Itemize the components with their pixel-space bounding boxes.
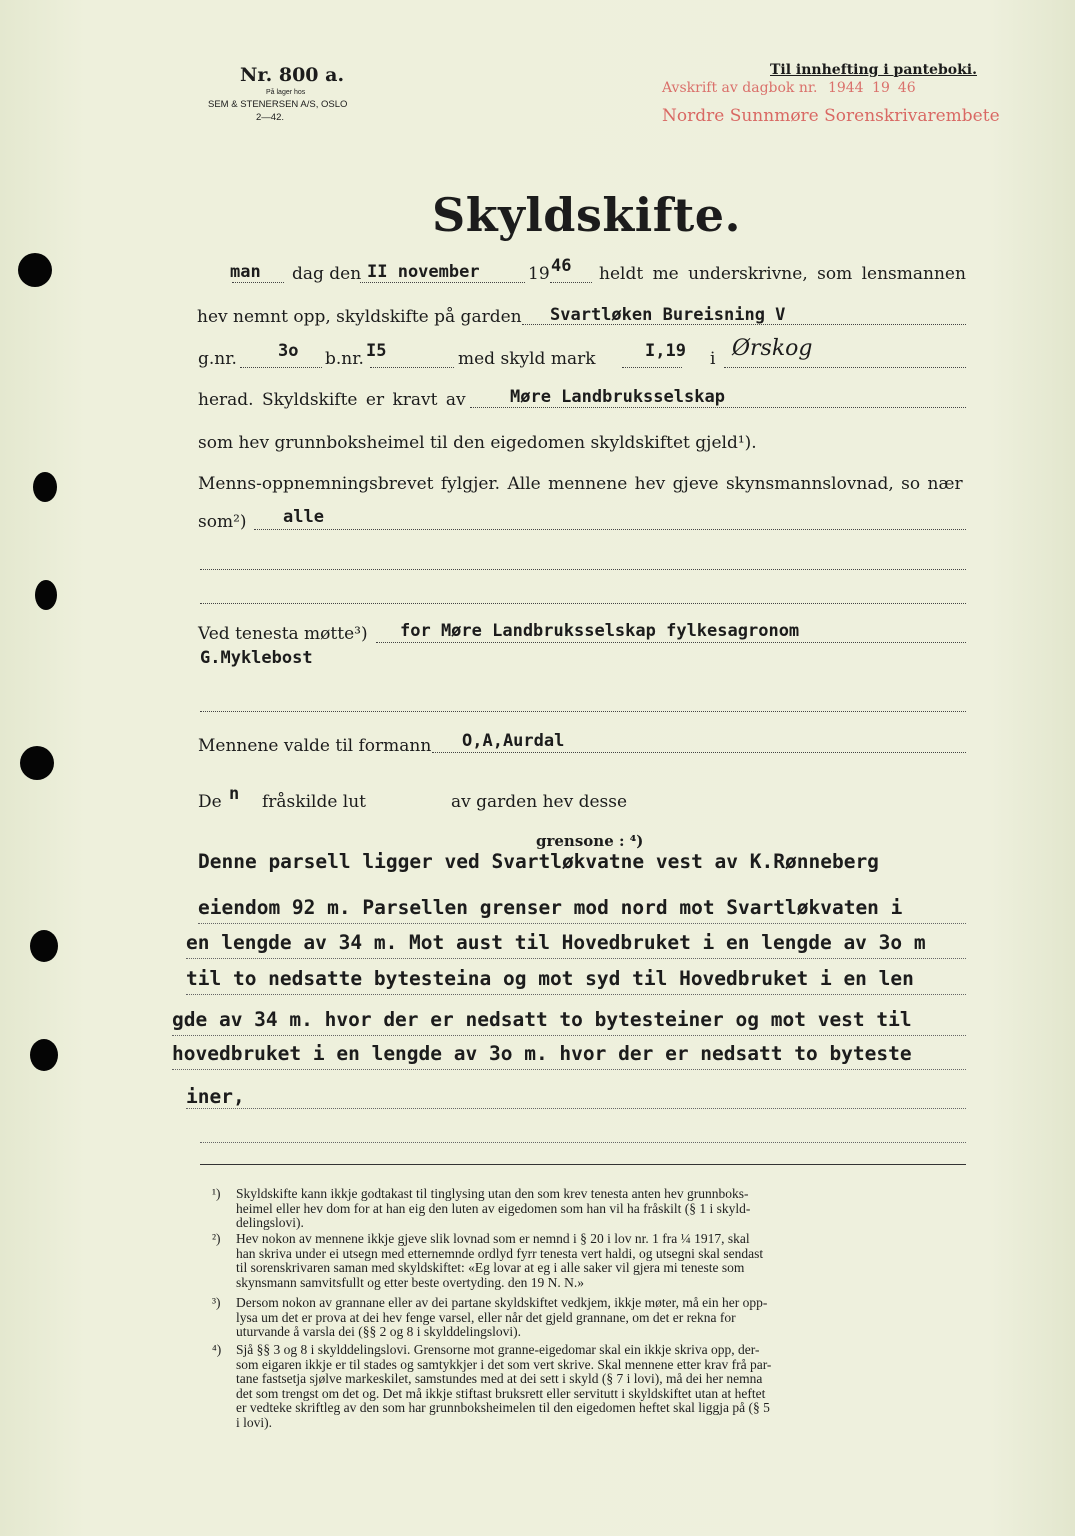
- herad-handwritten: Ørskog: [732, 336, 813, 361]
- fraskilde-label: fråskilde lut: [262, 792, 367, 812]
- footnote-number: ⁴): [212, 1342, 222, 1357]
- footnote-3: [212, 1295, 768, 1340]
- formann-value: O,A,Aurdal: [462, 731, 565, 751]
- boundary-line: iner,: [186, 1085, 245, 1108]
- i-label: i: [710, 349, 716, 369]
- date-typed: II november: [367, 262, 480, 282]
- footnote-2: [212, 1231, 764, 1290]
- boundary-line: gde av 34 m. hvor der er nedsatt to bytesteiner og mot vest til: [172, 1008, 912, 1031]
- tenesta-label: Ved tenesta møtte³): [198, 624, 368, 644]
- de-label: De: [198, 792, 222, 812]
- line7-label: som²): [198, 512, 247, 532]
- footnote-4: [212, 1342, 772, 1431]
- gnr-value: 3o: [278, 341, 299, 361]
- footnote-number: ³): [212, 1295, 221, 1310]
- bnr-label: b.nr.: [325, 349, 364, 369]
- fill-line: [198, 923, 966, 924]
- av-garden-label: av garden hev desse: [451, 792, 628, 812]
- boundary-line: en lengde av 34 m. Mot aust til Hovedbruket i en lengde av 3o m: [186, 931, 926, 954]
- footnote-line: Skyldskifte kann ikkje godtakast til tinglysing utan den som krev tenesta anten hev grunnboks-: [236, 1186, 749, 1201]
- line5-text: som hev grunnboksheimel til den eigedomen skyldskiftet gjeld¹).: [198, 433, 757, 453]
- day-typed: man: [230, 262, 261, 282]
- footnote-line: heimel eller hev dom for at han eig den luten av eigedomen som han vil ha fråskilt (§ 1 i skyld-: [236, 1200, 751, 1216]
- binder-hole: [35, 580, 57, 610]
- binder-hole: [18, 253, 52, 287]
- stamp-year-prefix: 19: [872, 80, 890, 96]
- requested-by: Møre Landbruksselskap: [510, 387, 725, 407]
- binder-hole: [30, 1039, 58, 1071]
- top-right-label: Til innhefting i panteboki.: [770, 62, 977, 78]
- tenesta-value-2: G.Myklebost: [200, 648, 313, 668]
- fill-line: [254, 529, 966, 530]
- footnote-number: ²): [212, 1231, 221, 1246]
- line7-value: alle: [283, 507, 324, 527]
- footnote-line: han skriva under ei utsegn med etternemnde ordlyd fyrr tenesta vert haldi, og utsegni skal sendast: [236, 1245, 764, 1261]
- footnote-line: til sorenskrivaren saman med skyldskiftet: «Eg lovar at eg i alle saker vil gjera mi teneste som: [236, 1260, 745, 1276]
- year-prefix: 19: [528, 264, 550, 284]
- stamp-year: 46: [897, 80, 916, 96]
- fill-line: [232, 282, 284, 283]
- gnr-label: g.nr.: [198, 349, 237, 369]
- line6-text: Menns-oppnemningsbrevet fylgjer. Alle mennene hev gjeve skynsmannslovnad, so nær: [198, 474, 963, 494]
- footnote-line: i lovi).: [236, 1414, 272, 1430]
- fill-line: [370, 367, 454, 368]
- skyld-label: med skyld mark: [458, 349, 596, 369]
- stamp-line-2: Nordre Sunnmøre Sorenskrivarembete: [662, 106, 1000, 126]
- de-value: n: [229, 784, 240, 804]
- fill-line: [172, 1035, 966, 1036]
- boundary-line: hovedbruket i en lengde av 3o m. hvor der er nedsatt to byteste: [172, 1042, 912, 1065]
- grensone-label: grensone : ⁴): [536, 832, 644, 850]
- skyld-value: I,19: [645, 341, 686, 361]
- fill-line: [186, 1108, 966, 1109]
- footnote-line: uturvande å varsla dei (§§ 2 og 8 i skylddelingslovi).: [236, 1324, 521, 1340]
- formann-label: Mennene valde til formann: [198, 736, 432, 756]
- footnote-number: ¹): [212, 1186, 221, 1201]
- binder-hole: [33, 472, 57, 502]
- fill-line: [186, 994, 966, 995]
- footnote-separator: [200, 1164, 966, 1165]
- stamp-line-1: [662, 80, 916, 96]
- footnote-line: er vedteke skriftleg av den som har grunnboksheimelen til den eigedomen heftet skal liggja på (§ 5: [236, 1400, 770, 1416]
- publisher-line: På lager hos: [266, 89, 306, 96]
- footnote-line: delingslovi).: [236, 1215, 304, 1231]
- footnote-line: tane fastsetja sjølve markeskilet, samstundes med at dei sett i skyld (§ 7 i lovi), må dei her nemna: [236, 1371, 763, 1387]
- fill-line: [724, 367, 966, 368]
- footnote-line: det som trengst om det og. Det må ikkje stiftast bruksrett eller servitutt i skyldskiftet utan at heftet: [236, 1385, 766, 1401]
- footnote-line: skynsmann samvitsfullt og etter beste overtyding. den 19 N. N.»: [236, 1274, 584, 1290]
- tenesta-value-1: for Møre Landbruksselskap fylkesagronom: [400, 621, 800, 641]
- fill-line: [172, 1069, 966, 1070]
- publisher-name: SEM & STENERSEN A/S, OSLO: [208, 99, 348, 110]
- year-typed: 46: [551, 256, 572, 276]
- boundary-line: til to nedsatte bytesteina og mot syd til Hovedbruket i en len: [186, 967, 914, 990]
- boundary-line: Denne parsell ligger ved Svartløkvatne vest av K.Rønneberg: [198, 850, 879, 873]
- fill-line: [360, 282, 525, 283]
- fill-line: [200, 711, 966, 712]
- fill-line: [200, 1142, 966, 1143]
- stamp-dagbok-number: 1944: [827, 80, 864, 96]
- document-title: Skyldskifte.: [432, 188, 742, 242]
- dag-den-label: dag den: [292, 264, 362, 284]
- line2-label: hev nemnt opp, skyldskifte på garden: [197, 307, 522, 327]
- binder-hole: [30, 930, 58, 962]
- fill-line: [432, 752, 966, 753]
- fill-line: [622, 367, 682, 368]
- line4-label: herad. Skyldskifte er kravt av: [198, 390, 466, 410]
- publisher-code: 2—42.: [256, 112, 284, 123]
- fill-line: [550, 282, 592, 283]
- fill-line: [240, 367, 322, 368]
- footnote-line: lysa um det er prova at dei hev fenge varsel, eller når det gjeld grannane, om det er rekna for: [236, 1309, 736, 1325]
- fill-line: [376, 642, 966, 643]
- binder-hole: [20, 746, 54, 780]
- form-number: Nr. 800 a.: [240, 64, 345, 86]
- farm-name: Svartløken Bureisning V: [550, 305, 786, 325]
- stamp-prefix: Avskrift av dagbok nr.: [662, 80, 818, 96]
- fill-line: [200, 603, 966, 604]
- footnote-line: Dersom nokon av grannane eller av dei partane skyldskiftet vedkjem, ikkje møter, må ein her opp-: [236, 1295, 768, 1310]
- boundary-line: eiendom 92 m. Parsellen grenser mod nord mot Svartløkvaten i: [198, 896, 903, 919]
- footnote-line: Hev nokon av mennene ikkje gjeve slik lovnad som er nemnd i § 20 i lov nr. 1 fra ¼ 1917, skal: [236, 1231, 750, 1246]
- footnote-line: som eigaren ikkje er til stades og samtykkjer i det som vert skrive. Skal mennene etter krav frå par-: [236, 1356, 772, 1372]
- bnr-value: I5: [366, 341, 387, 361]
- line1-text: heldt me underskrivne, som lensmannen: [599, 264, 966, 284]
- fill-line: [186, 958, 966, 959]
- footnote-line: Sjå §§ 3 og 8 i skylddelingslovi. Grensorne mot granne-eigedomar skal ein ikkje skriva opp, der-: [236, 1342, 760, 1357]
- footnote-1: [212, 1186, 751, 1231]
- fill-line: [470, 407, 966, 408]
- fill-line: [200, 569, 966, 570]
